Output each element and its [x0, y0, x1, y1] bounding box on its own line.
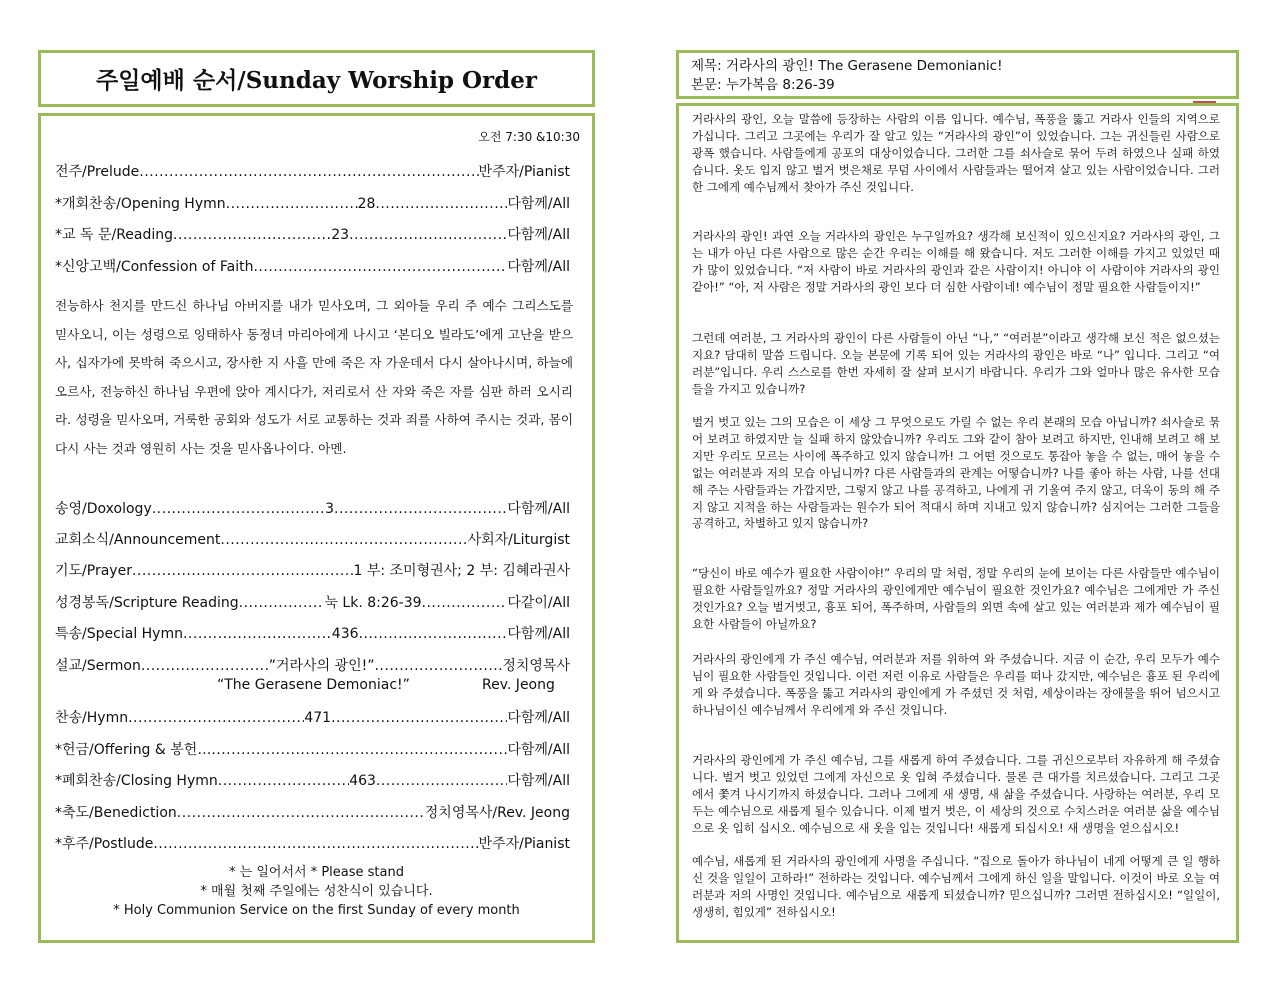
order-item-leader: 다함께/All [507, 710, 570, 726]
order-item-label: 설교/Sermon [55, 658, 141, 674]
order-item [55, 707, 570, 729]
order-item [55, 256, 570, 278]
order-item-label: *신앙고백/Confession of Faith [55, 259, 254, 275]
order-item [55, 529, 570, 551]
order-item-detail: 463 [349, 773, 376, 789]
sermon-paragraph-8: 예수님, 새롭게 된 거라사의 광인에게 사명을 주십니다. “집으로 돌아가 하나님이 네게 어떻게 큰 일 행하신 것을 일일이 고하라!” 전하라는 것입니다. 예수님께서 그에게 하신 일을 말입니다. 이것이 바로 오늘 여러분과 저의 사명인 것입니다. 예수님으로 새롭게 되셨습니까? 믿으십니까? 그러면 전하십시오! “일일이, 생생히, 힘있게” 전하십시오! [692, 854, 1220, 919]
note-communion-ko: * 매월 첫째 주일에는 성찬식이 있습니다. [200, 884, 433, 899]
leader-dots [152, 501, 325, 517]
worship-order-box [38, 113, 595, 943]
order-item-label: 기도/Prayer [55, 563, 132, 579]
order-item-detail: 471 [304, 710, 332, 726]
leader-dots [153, 836, 478, 852]
leader-dots [139, 164, 478, 180]
order-item-leader: 다함께/All [507, 626, 570, 642]
order-item [55, 193, 570, 215]
leader-dots [334, 501, 507, 517]
order-item-leader: 다같이/All [507, 595, 570, 611]
order-item [55, 623, 570, 645]
leader-dots [183, 626, 332, 642]
worship-notes [41, 863, 592, 920]
order-item-leader: 반주자/Pianist [478, 164, 570, 180]
leader-dots [349, 227, 507, 243]
order-item [55, 498, 570, 520]
order-item [55, 161, 570, 183]
worship-order-title: 주일예배 순서/Sunday Worship Order [95, 67, 538, 94]
sermon-title: 제목: 거라사의 광인! The Gerasene Demonianic! [691, 58, 1003, 74]
leader-dots [359, 626, 508, 642]
order-item-detail: 23 [331, 227, 350, 243]
order-item [55, 592, 570, 614]
sermon-text-box [676, 103, 1239, 943]
sermon-paragraph-1: 거라사의 광인, 오늘 말씀에 등장하는 사람의 이름 입니다. 예수님, 폭풍을 뚫고 거라사 인들의 지역으로 가십니다. 그리고 그곳에는 우리가 잘 알고 있는 “거라사의 광인”이 있었습니다. 그는 귀신들린 사람으로 광폭 했습니다. 사람들에게 공포의 대상이었습니다. 그러한 그를 쇠사슬로 묶어 두려 하였으나 실패 하였습니다. 옷도 입지 않고 벌거 벗은채로 무덤 사이에서 사람들과는 떨어져 살고 있는 사람이었습니다. 그러한 그에게 예수님께서 찾아가 주신 것입니다. [692, 112, 1220, 194]
order-item-label: 찬송/Hymn [55, 710, 129, 726]
leader-dots [132, 563, 354, 579]
order-item-label: 특송/Special Hymn [55, 626, 183, 642]
order-item-label: *헌금/Offering & 봉헌… [55, 742, 212, 758]
worship-order-title-box [38, 50, 595, 107]
order-item-detail: 436 [331, 626, 359, 642]
order-item-label: 송영/Doxology [55, 501, 152, 517]
order-item-label: 교회소식/Announcement [55, 532, 221, 548]
sermon-paragraph-5: “당신이 바로 예수가 필요한 사람이야!” 우리의 말 처럼, 정말 우리의 눈에 보이는 다른 사람들만 예수님이 필요한 사람들일까요? 정말 거라사의 광인에게만 예수님이 필요한 것인가요? 예수님은 그에게만 가 주신 것인가요? 오늘 벌거벗고, 흉포 되어, 폭주하며, 사람들의 외면 속에 살고 있는 여러분과 제가 예수님이 필요한 사람들이 아닐까요? [692, 566, 1220, 631]
order-item-label: *후주/Postlude [55, 836, 154, 852]
order-item-label: *교 독 문/Reading [55, 227, 174, 243]
order-item-label: *개회찬송/Opening Hymn [55, 196, 226, 212]
leader-dots [331, 710, 507, 726]
order-item-detail: ”거라사의 광인!” [268, 658, 375, 674]
order-item-leader: 다함께/All [507, 501, 570, 517]
leader-dots [173, 227, 331, 243]
sermon-paragraph-7: 거라사의 광인에게 가 주신 예수님, 그를 새롭게 하여 주셨습니다. 그를 귀신으로부터 자유하게 해 주셨습니다. 벌거 벗고 있었던 그에게 자신으로 옷 입혀 주셨습니다. 물론 큰 대가를 치르셨습니다. 그리고 그곳에서 쫓겨 나시기까지 하셨습니다. 그러나 그에게 새 생명, 새 삶을 주셨습니다. 사랑하는 여러분, 우리 모두는 예수님으로 새롭게 될수 있습니다. 이제 벌거 벗은, 이 세상의 것으로 수치스러운 여러분 삶을 예수님으로 옷 입히 십시오. 예수님으로 새 옷을 입는 것입니다! 새롭게 되십시오! 새 생명을 얻으십시오! [692, 753, 1220, 835]
leader-dots [128, 710, 304, 726]
sermon-preacher-en: Rev. Jeong [482, 677, 555, 693]
order-item [55, 833, 570, 855]
leader-dots [422, 595, 508, 611]
order-item-leader: 사회자/Liturgist [467, 532, 570, 548]
order-item-leader: 다함께/All [507, 742, 570, 758]
order-item-label: *폐회찬송/Closing Hymn [55, 773, 218, 789]
leader-dots [239, 595, 325, 611]
leader-dots [375, 196, 507, 212]
order-item [55, 655, 570, 677]
order-item-leader: 1 부: 조미형권사; 2 부: 김혜라권사 [353, 563, 570, 579]
order-item-detail: 3 [325, 501, 334, 517]
leader-dots [177, 805, 425, 821]
order-item-detail: 28 [357, 196, 376, 212]
order-item-leader: 다함께/All [507, 773, 570, 789]
leader-dots [211, 742, 507, 758]
order-item [55, 802, 570, 824]
leader-dots [253, 259, 507, 275]
order-item [55, 739, 570, 761]
order-item-label: 성경봉독/Scripture Reading [55, 595, 239, 611]
sermon-paragraph-3: 그런데 여러분, 그 거라사의 광인이 다른 사람들이 아닌 “나,” “여러분”이라고 생각해 보신 적은 없으셨는지요? 담대히 말씀 드립니다. 오늘 본문에 기록 되어 있는 거라사의 광인은 바로 “나” 입니다. 그리고 “여러분”입니다. 우리 스스로를 한번 자세히 잘 살펴 보시기 바랍니다. 우리가 그와 얼마나 많은 유사한 모습들을 가지고 있습니까? [692, 331, 1220, 396]
note-stand: * 는 일어서서 * Please stand [229, 865, 404, 880]
order-item [55, 224, 570, 246]
sermon-scripture: 본문: 누가복음 8:26-39 [691, 77, 835, 93]
order-item-leader: 다함께/All [507, 259, 570, 275]
note-communion-en: * Holy Communion Service on the first Sunday of every month [113, 903, 520, 918]
sermon-paragraph-4: 벌거 벗고 있는 그의 모습은 이 세상 그 무엇으로도 가릴 수 없는 우리 본래의 모습 아닙니까? 쇠사슬로 묶어 보려고 하였지만 늘 실패 하지 않았습니까? 우리도 그와 같이 참아 보려고 하지만, 인내해 보려고 해 보지만 우리도 모르는 사이에 폭주하고 있지 않습니까! 그 어떤 것으로도 통잡아 놓을 수 없는, 매어 놓을 수 없는 여러분과 저의 모습 아닙니까? 다른 사람들과의 관계는 어떻습니까? 나를 좋아 하는 사람, 나를 선대 해 주는 사람들과는 가깝지만, 그렇지 않고 나를 공격하고, 나에게 귀 기울여 주지 않고, 더욱이 동의 해 주지 않고 지적을 하는 사람들과는 원수가 되어 적대시 하며 지내고 있지 않습니까? 심지어는 그러한 그들을 공격하고, 차별하고 있지 않습니까? [692, 415, 1220, 531]
order-item-leader: 다함께/All [507, 196, 570, 212]
leader-dots [141, 658, 269, 674]
order-item-leader: 반주자/Pianist [478, 836, 570, 852]
leader-dots [226, 196, 358, 212]
apostles-creed: 전능하사 천지를 만드신 하나님 아버지를 내가 믿사오며, 그 외아들 우리 주 예수 그리스도를 믿사오니, 이는 성령으로 잉태하사 동정녀 마리아에게 나시고 ‘본디오 빌라도’에게 고난을 받으사, 십자가에 못박혀 죽으시고, 장사한 지 사흘 만에 죽은 자 가운데서 다시 살아나시며, 하늘에 오르사, 전능하신 하나님 우편에 앉아 계시다가, 저리로서 산 자와 죽은 자를 심판 하러 오시리라. 성령을 믿사오며, 거룩한 공회와 성도가 서로 교통하는 것과 죄를 사하여 주시는 것과, 몸이 다시 사는 것과 영원히 사는 것을 믿사옵나이다. 아멘. [55, 298, 573, 456]
order-item [55, 770, 570, 792]
order-item [55, 560, 570, 582]
order-item-label: 전주/Prelude [55, 164, 140, 180]
leader-dots [374, 658, 502, 674]
order-item-leader: 다함께/All [507, 227, 570, 243]
leader-dots [218, 773, 349, 789]
order-item-detail: 눅 Lk. 8:26-39 [324, 595, 422, 611]
leader-dots [220, 532, 467, 548]
leader-dots [376, 773, 507, 789]
order-item-leader: 정치영목사 [502, 658, 570, 674]
service-time: 오전 7:30 &10:30 [478, 130, 580, 144]
order-item-leader: 정치영목사/Rev. Jeong [424, 805, 570, 821]
sermon-header-box [676, 50, 1239, 99]
sermon-paragraph-2: 거라사의 광인! 과연 오늘 거라사의 광인은 누구일까요? 생각해 보신적이 있으신지요? 거라사의 광인, 그는 내가 아닌 다른 사람으로 많은 순간 우리는 이해를 해 왔습니다. 저도 그러한 이해를 가지고 있었던 때가 많이 있었습니다. “저 사람이 바로 거라사의 광인과 같은 사람이지! 아니야 이 사람이야 거라사의 광인같아!” “아, 저 사람은 정말 거라사의 광인 보다 더 심한 사람이네! 예수님이 정말 필요한 사람들이지!” [692, 229, 1220, 294]
sermon-paragraph-6: 거라사의 광인에게 가 주신 예수님, 여러분과 저를 위하여 와 주셨습니다. 지금 이 순간, 우리 모두가 예수님이 필요한 사람들인 것입니다. 이런 저런 이유로 사람들은 우리를 떠나 갔지만, 예수님은 흉포 된 우리에게 와 주셨습니다. 폭풍을 뚫고 거라사의 광인에게 가 주셨던 것 처럼, 세상이라는 장애물을 뛰어 넘으시고 하나님이신 예수님께서 우리에게 와 주신 것입니다. [692, 652, 1220, 717]
sermon-title-en: “The Gerasene Demoniac!” [217, 677, 410, 693]
order-item-label: *축도/Benediction [55, 805, 177, 821]
